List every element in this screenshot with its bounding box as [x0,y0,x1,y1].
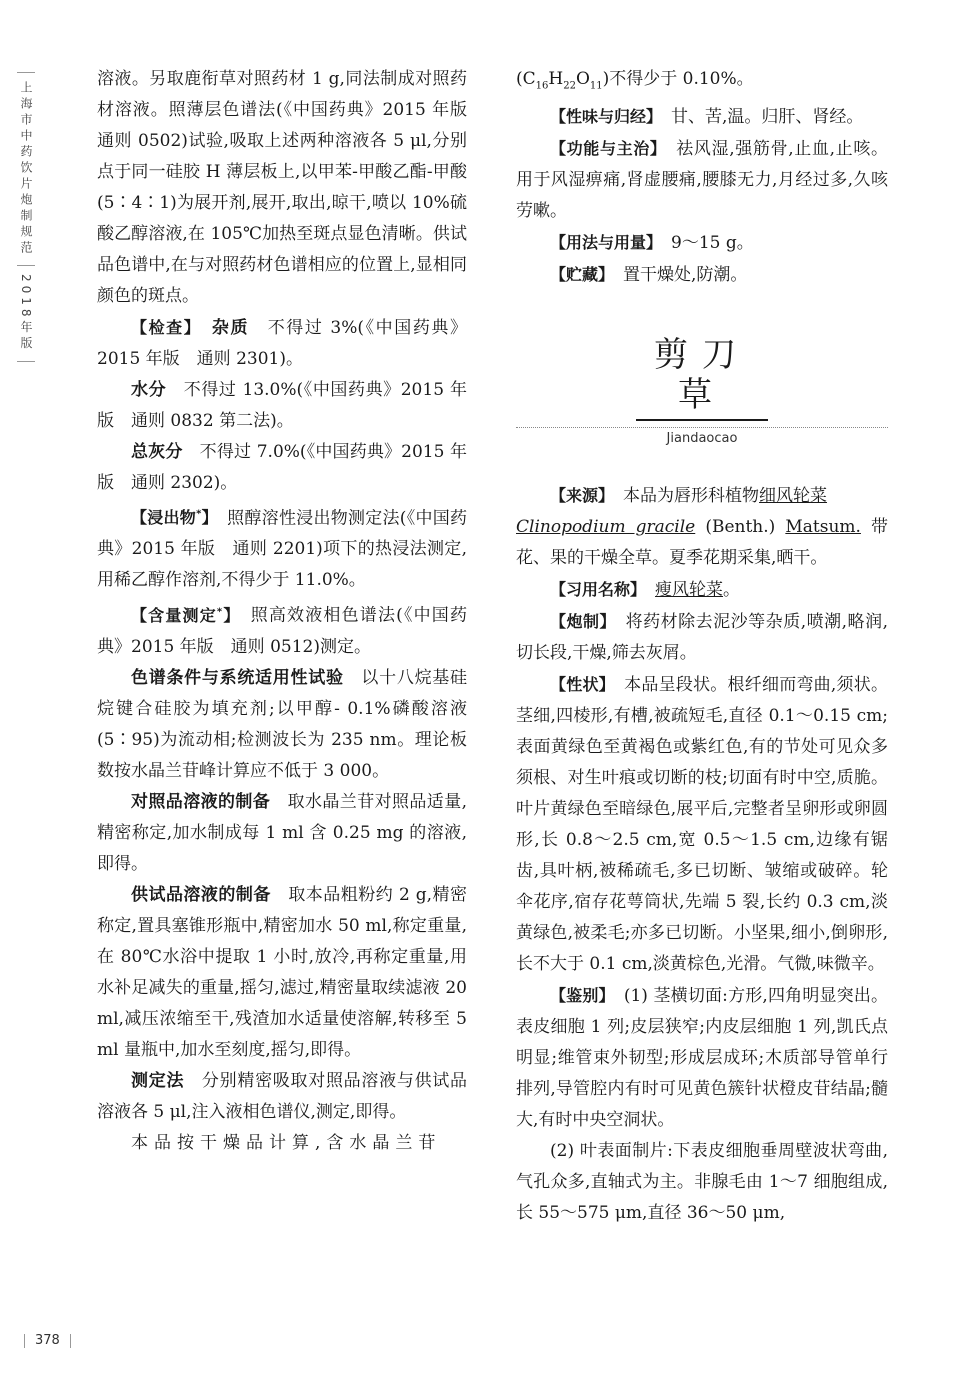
source-post: 带花、果的干燥全草。夏季花期采集,晒干。 [516,517,889,569]
assay-heading [131,606,233,625]
formula-post: )不得少于 0.10%。 [602,69,754,89]
character-heading: 【性状】 [550,675,607,695]
ref-text: 取水晶兰苷对照品适量,精密称定,加水制成每 1 ml 含 0.25 mg 的溶液,即得。 [97,791,468,874]
storage-paragraph [516,259,888,291]
ref-paragraph [97,787,467,880]
source-author: (Benth.) [705,517,776,538]
function-heading: 【功能与主治】 [550,139,659,159]
source-heading: 【来源】 [550,486,607,506]
extract-paragraph [97,499,467,596]
function-text: 祛风湿,强筋骨,止血,止咳。用于风湿痹痛,肾虚腰痛,腰膝无力,月经过多,久咳劳嗽。 [516,139,888,222]
formula-h-letter: H [548,69,564,89]
side-tab [14,68,38,366]
process-heading: 【炮制】 [550,612,609,632]
method-label: 测定法 [131,1070,185,1091]
nature-text: 甘、苦,温。归肝、肾经。 [671,107,864,128]
ash-label: 总灰分 [131,442,183,462]
formula-o-letter: O [575,69,590,89]
water-text: 不得过 13.0%(《中国药典》2015 年版 通则 0832 第二法)。 [97,380,467,431]
process-text: 将药材除去泥沙等杂质,喷潮,略润,切长段,干燥,筛去灰屑。 [516,612,888,664]
assay-text: 照高效液相色谱法(《中国药典》2015 年版 通则 0512)测定。 [97,605,467,657]
side-book-title: 上海市中药饮片炮制规范 [19,81,33,257]
formula-pre: (C [516,69,536,89]
ash-paragraph [97,437,467,499]
source-latin: Clinopodium gracile [516,517,696,538]
alias-end: 。 [723,580,741,601]
formula-line [516,64,888,101]
nature-heading: 【性味与归经】 [550,107,655,127]
ident-heading: 【鉴别】 [550,986,607,1006]
right-column [516,64,888,1229]
footer-bar-left [24,1334,25,1348]
extract-star: * [196,509,202,520]
source-paragraph [516,480,888,574]
source-author2: Matsum. [785,517,861,538]
herb-title: 剪刀草 [636,335,768,421]
water-paragraph [97,375,467,437]
process-paragraph [516,606,888,669]
test-paragraph [97,880,467,1066]
ident-text-1: (1) 茎横切面:方形,四角明显突出。表皮细胞 1 列;皮层狭窄;内皮层细胞 1 列,凯氏点明显;维管束外韧型;形成层成环;木质部导管单行排列,导管腔内有时可见黄色簇针状橙皮苷结晶;髓大,有时中央空洞状。 [516,986,888,1131]
extract-text: 照醇溶性浸出物测定法(《中国药典》2015 年版 通则 2201)项下的热浸法测定,用稀乙醇作溶剂,不得少于 11.0%。 [97,508,468,591]
character-paragraph [516,669,888,980]
page-number: 378 [35,1333,60,1348]
test-text: 取本品粗粉约 2 g,精密称定,置具塞锥形瓶中,精密加水 50 ml,称定重量,在 80℃水浴中提取 1 小时,放冷,再称定重量,用水补足减失的重量,摇匀,滤过,精密量取续滤液 20 ml,减压浓缩至干,残渣加水适量使溶解,转移至 5 ml 量瓶中,加水至刻度,摇匀,即得。 [97,884,467,1060]
impurity-label: 杂质 [211,318,250,338]
final-paragraph: 本品按干燥品计算,含水晶兰苷 [131,1132,442,1153]
usage-heading: 【用法与用量】 [550,233,655,253]
chrom-paragraph [97,663,467,787]
left-column [97,64,484,1159]
assay-heading-text: 【含量测定 [131,605,217,625]
assay-paragraph [97,596,467,662]
nature-paragraph [516,101,888,133]
alias-paragraph [516,574,888,606]
storage-heading: 【贮藏】 [550,265,607,285]
extract-heading [131,508,210,527]
water-label: 水分 [131,380,167,400]
chrom-text: 以十八烷基硅烷键合硅胶为填充剂;以甲醇- 0.1%磷酸溶液(5∶95)为流动相;检测波长为 235 nm。理论板数按水晶兰苷峰计算应不低于 3 000。 [97,667,468,781]
function-paragraph [516,133,888,227]
extract-heading-text: 【浸出物 [131,508,197,528]
tlc-paragraph: 溶液。另取鹿衔草对照药材 1 g,同法制成对照药材溶液。照薄层色谱法(《中国药典》2015 年版 通则 0502)试验,吸取上述两种溶液各 5 μl,分别点于同一硅胶 H 薄层板上,以甲苯-甲酸乙酯-甲酸(5∶4∶1)为展开剂,展开,取出,晾干,喷以 10%硫酸乙醇溶液,在 105℃加热至斑点显色清晰。供试品色谱中,在与对照药材色谱相应的位置上,显相同颜色的斑点。 [97,69,484,306]
formula-h: 22 [563,80,576,92]
method-text: 分别精密吸取对照品溶液与供试品溶液各 5 μl,注入液相色谱仪,测定,即得。 [97,1070,468,1122]
footer-bar-right [70,1334,71,1348]
impurity-text: 不得过 3%(《中国药典》2015 年版 通则 2301)。 [97,318,468,369]
method-paragraph [97,1066,467,1128]
test-label: 供试品溶液的制备 [131,884,271,905]
side-rule-bottom [17,361,35,362]
alias-heading: 【习用名称】 [550,580,639,600]
side-rule-mid [17,265,35,266]
extract-heading-close: 】 [201,508,210,528]
check-heading: 【检查】 [131,318,194,337]
ident-paragraph-2: (2) 叶表面制片:下表皮细胞垂周壁波状弯曲,气孔众多,直轴式为主。非腺毛由 1～7 细胞组成,长 55～575 μm,直径 36～50 μm, [516,1141,888,1224]
page-footer [14,1333,81,1348]
ash-text: 不得过 7.0%(《中国药典》2015 年版 通则 2302)。 [97,442,468,493]
source-pre: 本品为唇形科植物 [623,486,760,507]
chrom-label: 色谱条件与系统适用性试验 [131,667,344,688]
herb-pinyin: Jiandaocao [666,431,738,447]
assay-heading-close: 】 [222,605,233,625]
ident-paragraph-1 [516,980,888,1136]
check-paragraph [97,312,467,375]
usage-text: 9～15 g。 [671,233,754,254]
side-edition: 2018年版 [19,274,33,353]
source-plant: 细风轮菜 [759,486,828,507]
side-rule-top [17,72,35,73]
usage-paragraph [516,227,888,259]
alias-text: 瘦风轮菜 [655,580,724,601]
character-text: 本品呈段状。根纤细而弯曲,须状。茎细,四棱形,有槽,被疏短毛,直径 0.1～0.15 cm;表面黄绿色至黄褐色或紫红色,有的节处可见众多须根、对生叶痕或切断的枝;切面有时中空,质脆。叶片黄绿色至暗绿色,展平后,完整者呈卵形或卵圆形,长 0.8～2.5 cm,宽 0.5～1.5 cm,边缘有锯齿,具叶柄,被稀疏毛,多已切断、皱缩或破碎。轮伞花序,宿存花萼筒状,先端 5 裂,长约 0.3 cm,淡黄绿色,被柔毛;亦多已切断。小坚果,细小,倒卵形,长不大于 0.1 cm,淡黄棕色,光滑。气微,味微辛。 [516,675,888,975]
assay-star: * [216,606,223,618]
ref-label: 对照品溶液的制备 [131,791,271,812]
formula-o: 11 [589,80,603,92]
herb-title-block [516,335,888,450]
storage-text: 置干燥处,防潮。 [623,265,748,286]
formula-c: 16 [535,80,549,92]
